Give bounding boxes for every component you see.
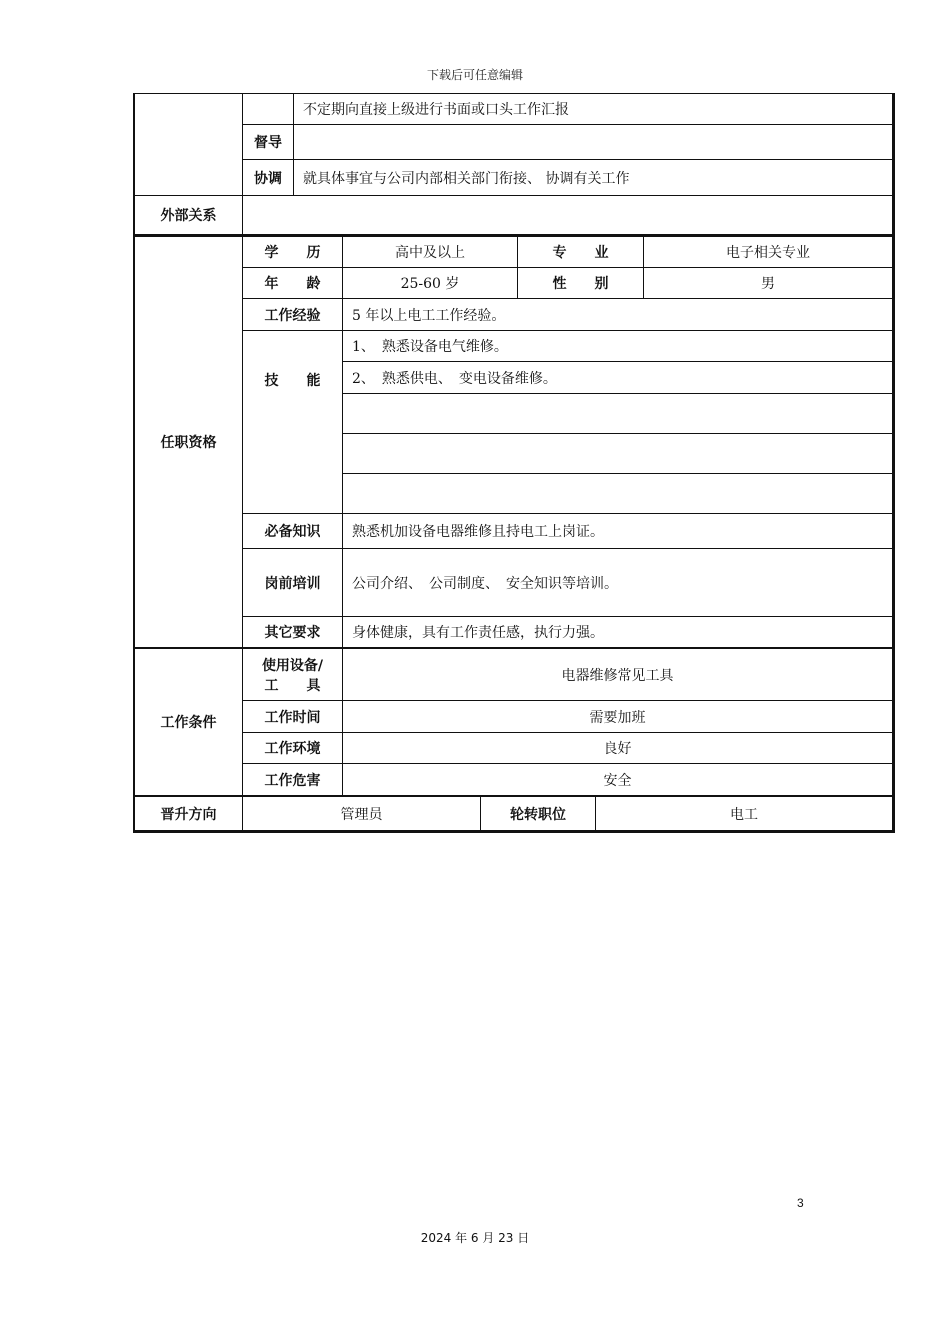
supervise-text <box>294 125 883 159</box>
other-requirements-value: 身体健康，具有工作责任感，执行力强。 <box>352 625 604 641</box>
equipment-label-line1: 使用设备/ <box>261 658 324 674</box>
gender-value: 男 <box>761 276 775 292</box>
knowledge-value: 熟悉机加设备电器维修且持电工上岗证。 <box>352 524 604 540</box>
training-label: 岗前培训 <box>264 575 321 592</box>
age-value: 25-60 岁 <box>400 276 460 292</box>
other-requirements-label: 其它要求 <box>264 625 321 641</box>
header-note: 下载后可任意编辑 <box>426 68 523 82</box>
external-relations-text <box>243 196 892 234</box>
work-conditions-label: 工作条件 <box>160 715 217 731</box>
work-time-value: 需要加班 <box>589 709 646 726</box>
education-label: 学 历 <box>264 245 321 261</box>
work-time-label: 工作时间 <box>264 709 321 726</box>
major-label: 专 业 <box>552 245 609 261</box>
promotion-value: 管理员 <box>340 806 383 823</box>
skill-item <box>343 394 892 433</box>
skill-item: 1、 熟悉设备电气维修。 <box>352 339 508 355</box>
equipment-label-line2: 工 具 <box>264 678 321 694</box>
work-environment-label: 工作环境 <box>264 741 321 757</box>
experience-label: 工作经验 <box>264 307 321 324</box>
supervise-label: 督导 <box>254 135 282 151</box>
skills-label: 技 能 <box>264 373 321 389</box>
work-hazard-value: 安全 <box>603 772 632 789</box>
equipment-label <box>243 650 342 700</box>
coordinate-text: 就具体事宜与公司内部相关部门衔接、 协调有关工作 <box>303 170 630 187</box>
work-environment-value: 良好 <box>603 741 632 757</box>
page-number: 3 <box>797 1196 804 1210</box>
skill-item <box>343 474 892 513</box>
promotion-label: 晋升方向 <box>160 806 217 823</box>
skill-item: 2、 熟悉供电、 变电设备维修。 <box>352 370 557 387</box>
gender-label: 性 别 <box>552 276 609 292</box>
qualifications-label: 任职资格 <box>160 435 217 451</box>
equipment-value: 电器维修常见工具 <box>561 668 674 684</box>
major-value: 电子相关专业 <box>726 245 810 261</box>
experience-value: 5 年以上电工工作经验。 <box>352 307 506 324</box>
training-value: 公司介绍、 公司制度、 安全知识等培训。 <box>352 575 618 592</box>
coordinate-label: 协调 <box>254 170 282 187</box>
age-label: 年 龄 <box>264 276 321 292</box>
education-value: 高中及以上 <box>395 245 465 261</box>
external-relations-label: 外部关系 <box>160 208 217 224</box>
rotation-value: 电工 <box>730 806 758 823</box>
work-hazard-label: 工作危害 <box>264 772 321 789</box>
report-text: 不定期向直接上级进行书面或口头工作汇报 <box>303 102 569 118</box>
rotation-label: 轮转职位 <box>510 806 566 823</box>
footer-date: 2024 年 6 月 23 日 <box>420 1231 530 1245</box>
job-description-table <box>133 93 895 833</box>
knowledge-label: 必备知识 <box>264 524 321 540</box>
skill-item <box>343 434 892 473</box>
